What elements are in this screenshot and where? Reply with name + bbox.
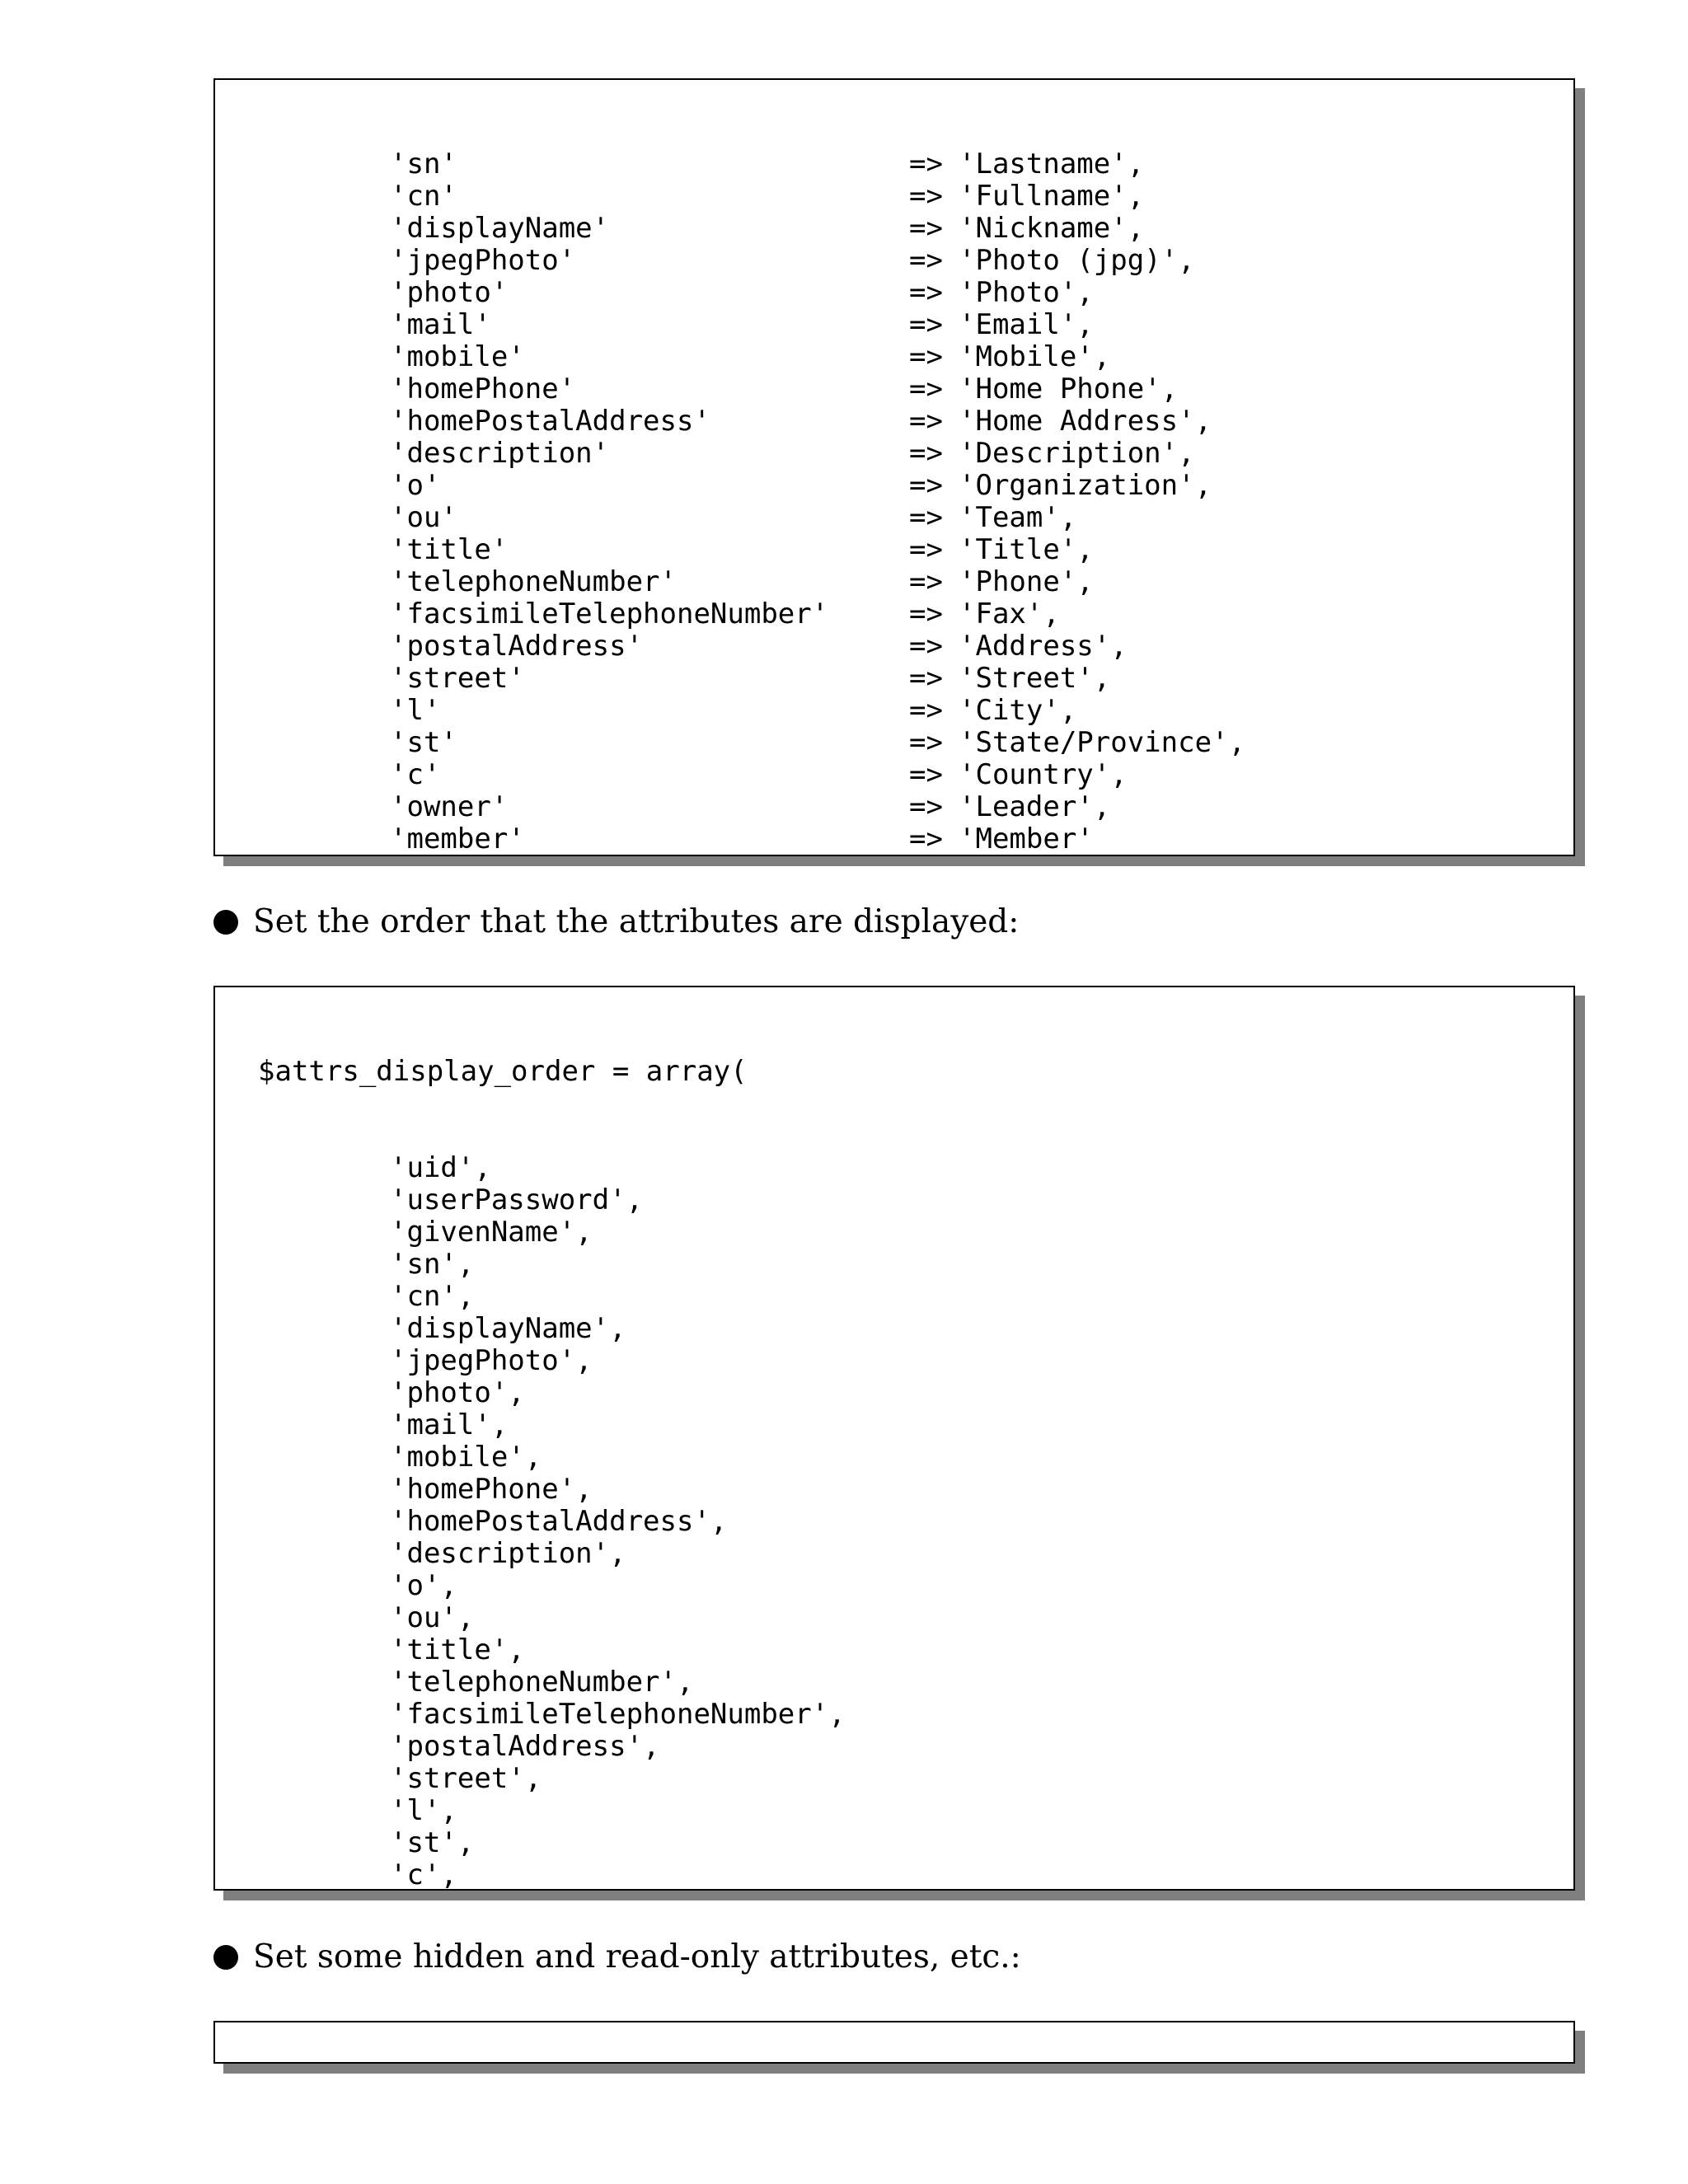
attribute-label-value: 'Phone', [959,565,1094,598]
attribute-label-row [258,823,1573,855]
attribute-key: 'jpegPhoto' [390,244,576,277]
attribute-label-value: 'Mobile', [959,340,1111,373]
bullet-text: Set the order that the attributes are displayed: [253,903,1020,940]
attribute-label-row [258,630,1573,663]
attribute-key: 'member' [390,823,525,855]
arrow-operator: => [909,790,943,823]
display-order-item: 'photo', [390,1376,525,1409]
attribute-label-row [258,566,1573,598]
display-order-item: 'homePhone', [390,1473,593,1506]
attribute-label-row [258,598,1573,630]
bullet-dot-icon [213,1945,238,1970]
arrow-operator: => [909,501,943,534]
bullet-text: Set some hidden and read-only attributes, etc.: [253,1938,1021,1975]
bullet-dot-icon [213,910,238,935]
attribute-key: 'telephoneNumber' [390,565,677,598]
attribute-key: 'owner' [390,790,509,823]
arrow-operator: => [909,340,943,373]
attribute-label-row [258,213,1573,245]
attribute-label-row [258,245,1573,277]
attribute-label-row [258,277,1573,309]
arrow-operator: => [909,308,943,341]
display-order-item: 'mail', [390,1408,509,1441]
attribute-label-row [258,148,1573,180]
attribute-label-row [258,438,1573,470]
attribute-label-row [258,180,1573,213]
hidden-attrs-code-block [213,2021,1575,2064]
display-order-item: 'cn', [390,1280,475,1313]
arrow-operator: => [909,244,943,277]
display-order-item: 'sn', [390,1248,475,1281]
display-order-item: 'description', [390,1537,626,1570]
attribute-label-row [258,727,1573,759]
attribute-label-value: 'Fullname', [959,180,1145,213]
attribute-label-value: 'Photo', [959,276,1094,309]
attribute-key: 'mobile' [390,340,525,373]
attribute-label-value: 'Address', [959,630,1128,663]
arrow-operator: => [909,405,943,438]
attribute-label-value: 'Organization', [959,469,1212,502]
attribute-key: 'description' [390,437,610,470]
attribute-label-value: 'Fax', [959,598,1060,630]
arrow-operator: => [909,694,943,727]
arrow-operator: => [909,565,943,598]
display-order-item: 'telephoneNumber', [390,1666,694,1699]
arrow-operator: => [909,276,943,309]
attribute-label-value: 'Home Phone', [959,373,1179,405]
arrow-operator: => [909,373,943,405]
arrow-operator: => [909,823,943,855]
display-order-code-block [213,986,1575,1891]
display-order-item: 'homePostalAddress', [390,1505,728,1538]
bullet-display-order [213,903,1019,940]
attribute-label-row [258,373,1573,405]
attribute-label-value: 'State/Province', [959,726,1245,759]
attribute-label-value: 'Email', [959,308,1094,341]
attribute-label-value: 'Country', [959,758,1128,791]
attribute-label-value: 'Street', [959,662,1111,695]
arrow-operator: => [909,148,943,180]
attribute-label-row [258,663,1573,695]
attribute-label-value: 'Photo (jpg)', [959,244,1195,277]
arrow-operator: => [909,533,943,566]
arrow-operator: => [909,726,943,759]
display-order-item: 'postalAddress', [390,1730,660,1763]
attribute-label-row [258,502,1573,534]
attribute-key: 'facsimileTelephoneNumber' [390,598,829,630]
attribute-labels-rows [258,148,1573,855]
arrow-operator: => [909,598,943,630]
attribute-label-value: 'Member' [959,823,1094,855]
attribute-key: 'postalAddress' [390,630,644,663]
display-order-item: 'mobile', [390,1441,542,1474]
attribute-key: 'displayName' [390,212,610,245]
attribute-labels-code-block [213,78,1575,856]
attribute-key: 'ou' [390,501,457,534]
display-order-item: 'givenName', [390,1216,593,1249]
attribute-key: 'street' [390,662,525,695]
attribute-key: 'sn' [390,148,457,180]
display-order-item: 'facsimileTelephoneNumber', [390,1698,846,1731]
attribute-label-row [258,309,1573,341]
attribute-label-value: 'Description', [959,437,1195,470]
attribute-key: 'photo' [390,276,509,309]
display-order-item: 'jpegPhoto', [390,1344,593,1377]
arrow-operator: => [909,437,943,470]
attribute-label-value: 'Nickname', [959,212,1145,245]
attribute-label-row [258,791,1573,823]
attribute-label-value: 'Title', [959,533,1094,566]
arrow-operator: => [909,630,943,663]
attribute-label-row [258,534,1573,566]
attribute-key: 'cn' [390,180,457,213]
attribute-key: 'homePostalAddress' [390,405,710,438]
attribute-key: 'o' [390,469,441,502]
arrow-operator: => [909,180,943,213]
display-order-item: 'st', [390,1826,475,1859]
bullet-hidden-attrs [213,1938,1021,1975]
display-order-item: 'l', [390,1794,457,1827]
attribute-label-row [258,341,1573,373]
attribute-label-row [258,695,1573,727]
display-order-items [258,1152,1573,1891]
arrow-operator: => [909,758,943,791]
attribute-key: 'mail' [390,308,491,341]
attribute-label-row [258,405,1573,438]
attribute-label-row [258,470,1573,502]
attribute-key: 'homePhone' [390,373,576,405]
attribute-label-value: 'City', [959,694,1077,727]
attribute-key: 'st' [390,726,457,759]
attribute-key: 'c' [390,758,441,791]
display-order-item: 'displayName', [390,1312,626,1345]
attribute-label-value: 'Team', [959,501,1077,534]
attribute-label-row [258,759,1573,791]
display-order-item: 'street', [390,1762,542,1795]
attribute-label-value: 'Home Address', [959,405,1212,438]
attribute-label-value: 'Lastname', [959,148,1145,180]
arrow-operator: => [909,662,943,695]
attribute-key: 'l' [390,694,441,727]
display-order-item: 'uid', [390,1151,491,1184]
display-order-item: 'c', [390,1858,457,1891]
display-order-item: 'title', [390,1633,525,1666]
arrow-operator: => [909,469,943,502]
attribute-label-value: 'Leader', [959,790,1111,823]
arrow-operator: => [909,212,943,245]
array-opening-line: $attrs_display_order = array( [258,1055,748,1088]
display-order-item: 'userPassword', [390,1183,644,1216]
display-order-item: 'ou', [390,1601,475,1634]
attribute-key: 'title' [390,533,509,566]
display-order-item: 'o', [390,1569,457,1602]
